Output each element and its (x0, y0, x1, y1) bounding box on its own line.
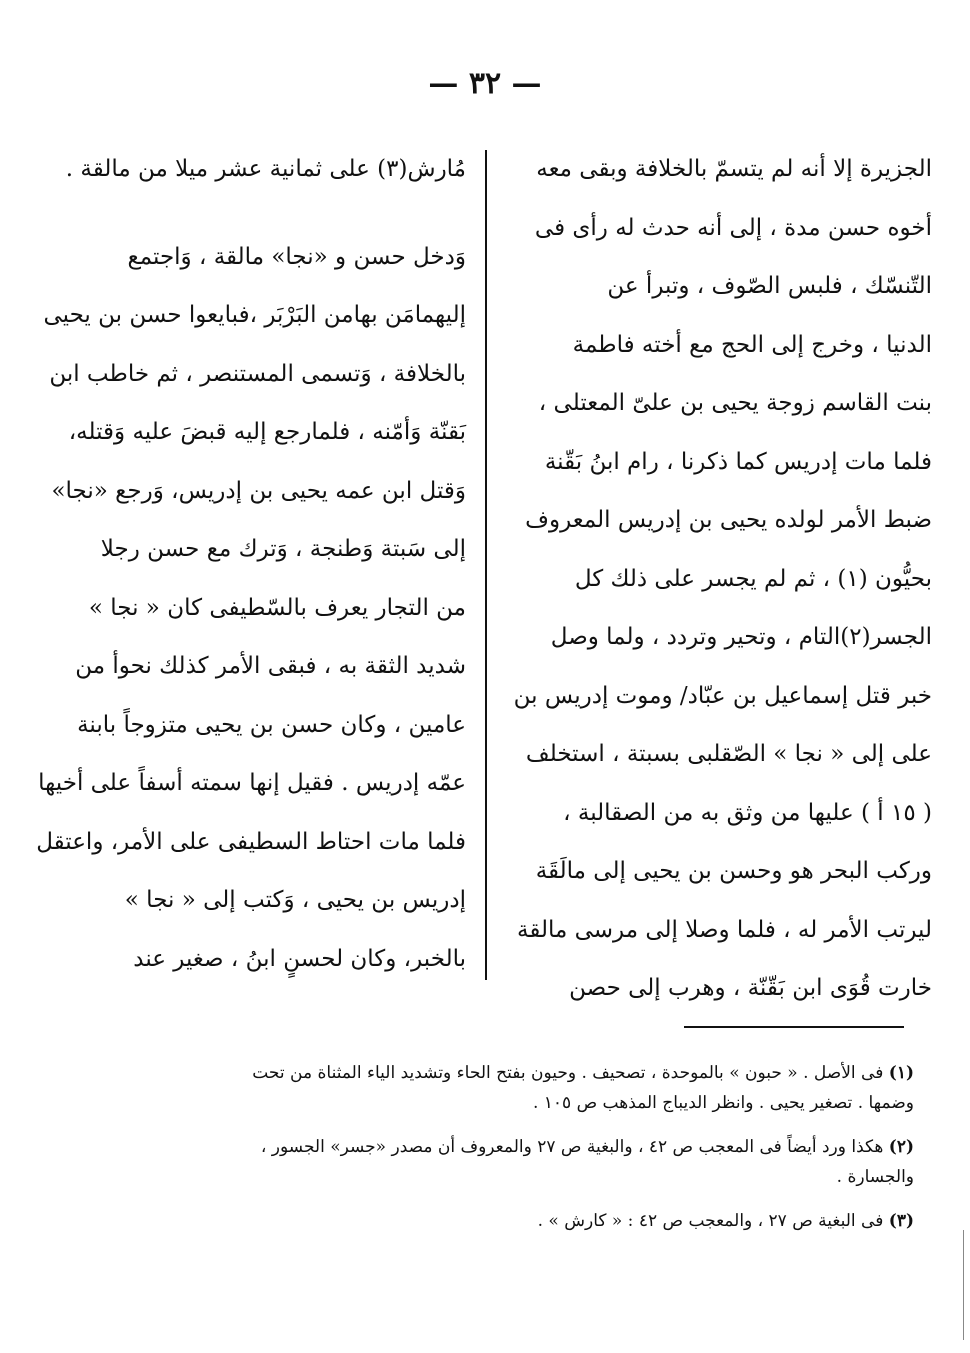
body-line: الجزيرة إلا أنه لم يتسمّ بالخلافة وبقى معه (536, 156, 932, 182)
column-divider (485, 150, 487, 980)
body-line: إليهمامَن بهامن البَرْبَر ،فبايعوا حسن بن يحيى (43, 302, 466, 328)
footnote-1 (92, 1058, 914, 1118)
footnote-text: فى البغية ص ٢٧ ، والمعجب ص ٤٢ : « كارش » . (537, 1211, 884, 1231)
body-line: وَدخل حسن و «نجا» مالقة ، وَاجتمع (127, 243, 466, 270)
body-line: التّنسّك ، فلبس الصّوف ، وتبرأ عن (607, 273, 932, 299)
paragraph-gap (94, 199, 466, 228)
footnotes (92, 1058, 914, 1250)
body-line: من التجار يعرف بالسّطيفى كان « نجا » (88, 594, 466, 621)
body-line: الجسر(٢)التام ، وتحير وتردد ، ولما وصل (550, 624, 932, 650)
footnote-line (92, 1058, 914, 1088)
footnote-rule (684, 1026, 904, 1028)
body-line: الدنيا ، وخرج إلى الحج مع أخته فاطمة (572, 331, 932, 358)
body-line: بنت القاسم زوجة يحيى بن علىّ المعتلى ، (538, 390, 932, 416)
footnote-marker: (٢) (888, 1137, 914, 1157)
footnote-3 (92, 1206, 914, 1236)
body-line: عمّه إدريس . فقيل إنها سمته أسفاً على أخيها (38, 770, 466, 796)
body-line: مُارش(٣) على ثمانية عشر ميلا من مالقة . (65, 156, 466, 182)
body-line: بحيُّون (١) ، ثم لم يجسر على ذلك كل (574, 565, 932, 592)
body-line: فلما مات احتاط السطيفى على الأمر، واعتقل (36, 828, 466, 855)
body-line: إدريس بن يحيى ، وَكتب إلى « نجا » (124, 887, 466, 913)
footnote-text: فى الأصل . « حبون » بالموحدة ، تصحيف . وحيون بفتح الحاء وتشديد الياء المثناة من تحت (252, 1063, 884, 1083)
footnote-line: وضمها . تصغير يحيى . وانظر الديباج المذهب ص ١٠٥ . (532, 1093, 914, 1113)
body-line: على إلى « نجا » الصّقلبى بسبتة ، استخلف (525, 741, 932, 767)
footnote-marker: (٣) (888, 1211, 914, 1231)
page-number: — ٣٢ — (428, 66, 542, 101)
body-line: إلى سَبتة وَطنجة ، وَترك مع حسن رجلا (100, 536, 466, 562)
body-line: بالخبر، وكان لحسنٍ ابنُ ، صغير عند (133, 945, 466, 972)
body-line: أخوه حسن مدة ، إلى أنه حدث له رأى فى (534, 214, 932, 241)
scan-edge-line (963, 1230, 964, 1340)
footnote-line (92, 1132, 914, 1162)
left-text-column (36, 140, 466, 988)
body-line: بَقنّة وَأمّنه ، فلمارجع إليه قبضَ عليه وَقتله، (68, 419, 466, 445)
body-line: بالخلافة ، وَتسمى المستنصر ، ثم خاطب ابن (49, 360, 466, 387)
body-line: ( ١٥ أ ) عليها من وثق به من الصقالبة ، (563, 799, 932, 826)
body-line: خارت قُوَى ابن بَقّنّة ، وهرب إلى حصن (569, 975, 932, 1001)
body-line: فلما مات إدريس كما ذكرنا ، رام ابنُ بَقّنة (544, 448, 932, 475)
body-line: وَقتل ابن عمه يحيى بن إدريس، وَرجع «نجا» (51, 477, 466, 504)
footnote-marker: (١) (888, 1063, 914, 1083)
footnote-line: والجسارة . (836, 1167, 914, 1187)
body-line: شديد الثقة به ، فبقى الأمر كذلك نحوأ من (75, 653, 466, 679)
body-line: ضبط الأمر لولده يحيى بن إدريس المعروف (525, 507, 932, 533)
body-line: ليرتب الأمر له ، فلما وصلا إلى مرسى مالقة (517, 916, 932, 943)
footnote-line (92, 1206, 914, 1236)
right-text-column (500, 140, 932, 1018)
body-line: خبر قتل إسماعيل بن عبّاد/ وموت إدريس بن (513, 682, 932, 709)
footnote-text: هكذا ورد أيضاً فى المعجب ص ٤٢ ، والبغية ص ٢٧ والمعروف أن مصدر «جسر» الجسور ، (260, 1137, 884, 1157)
footnote-2 (92, 1132, 914, 1192)
body-line: عامين ، وكان حسن بن يحيى متزوجاً بابنة (77, 711, 466, 738)
body-line: وركب البحر هو وحسن بن يحيى إلى مالَقَة (535, 858, 932, 884)
